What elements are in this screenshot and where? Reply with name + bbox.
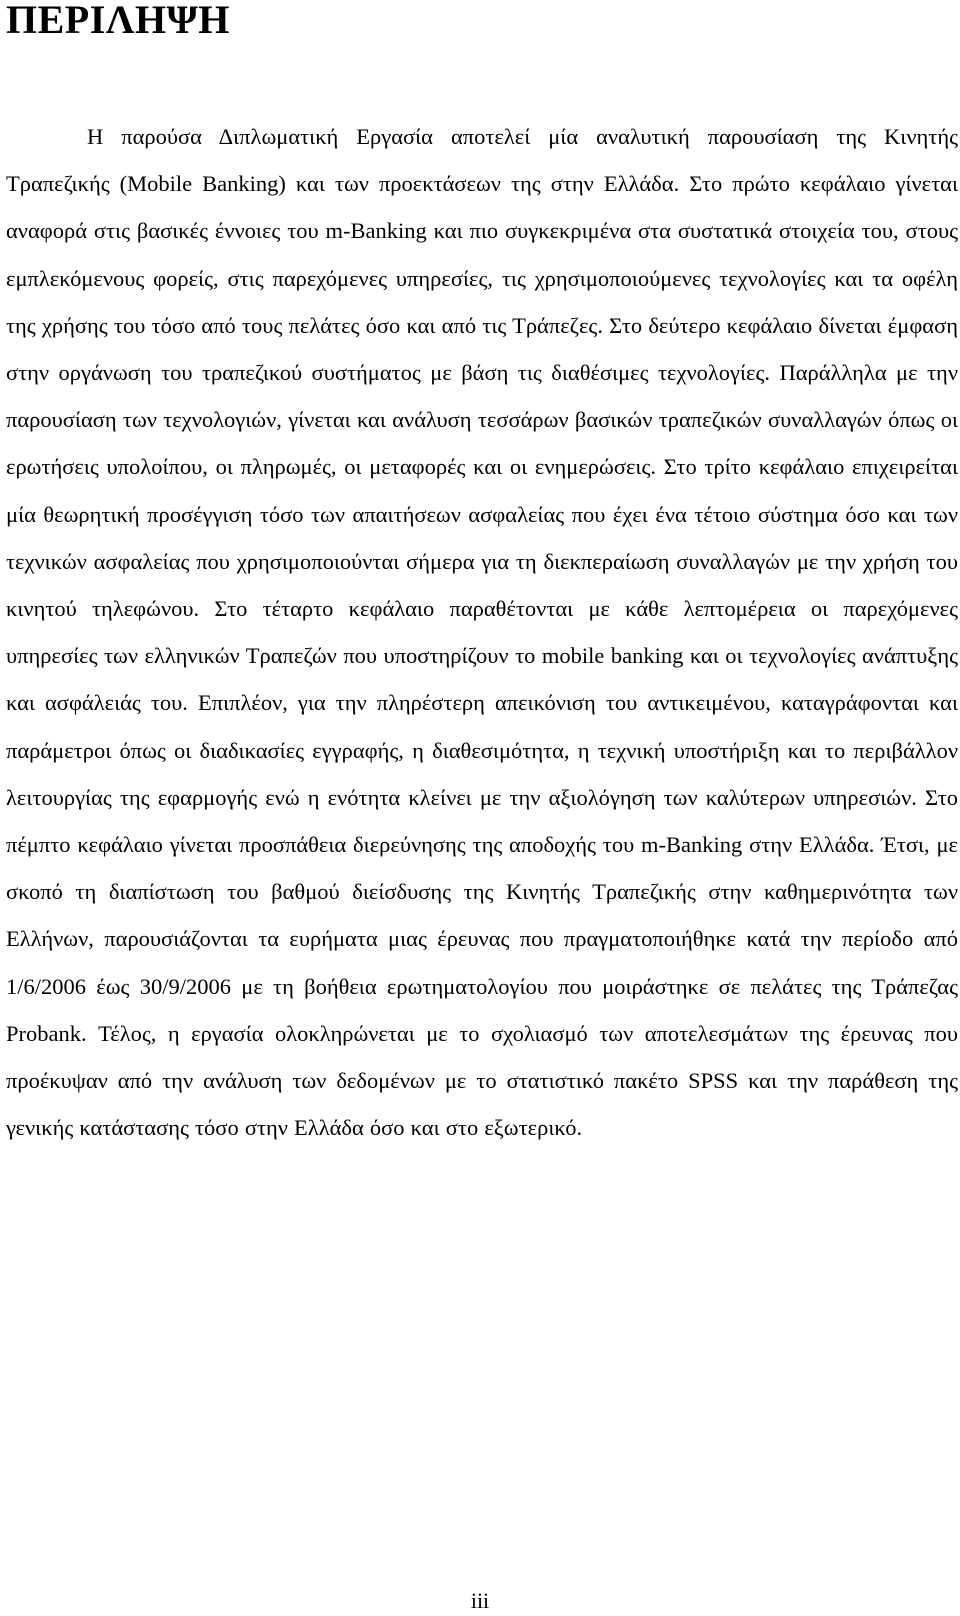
page-number: iii: [470, 1588, 490, 1613]
page-heading: ΠΕΡΙΛΗΨΗ: [6, 0, 230, 42]
summary-paragraph: Η παρούσα Διπλωματική Εργασία αποτελεί μία αναλυτική παρουσίαση της Κινητής Τραπεζικής (Mobile Banking) και των προεκτάσεων της στην Ελλάδα. Στο πρώτο κεφάλαιο γίνεται αναφορά στις βασικές έννοιες του m-Banking και πιο συγκεκριμένα στα συστατικά στοιχεία του, στους εμπλεκόμενους φορείς, στις παρεχόμενες υπηρεσίες, τις χρησιμοποιούμενες τεχνολογίες και τα οφέλη της χρήσης του τόσο από τους πελάτες όσο και από τις Τράπεζες. Στο δεύτερο κεφάλαιο δίνεται έμφαση στην οργάνωση του τραπεζικού συστήματος με βάση τις διαθέσιμες τεχνολογίες. Παράλληλα με την παρουσίαση των τεχνολογιών, γίνεται και ανάλυση τεσσάρων βασικών τραπεζικών συναλλαγών όπως οι ερωτήσεις υπολοίπου, οι πληρωμές, οι μεταφορές και οι ενημερώσεις. Στο τρίτο κεφάλαιο επιχειρείται μία θεωρητική προσέγγιση τόσο των απαιτήσεων ασφαλείας που έχει ένα τέτοιο σύστημα όσο και των τεχνικών ασφαλείας που χρησιμοποιούνται σήμερα για τη διεκπεραίωση συναλλαγών με την χρήση του κινητού τηλεφώνου. Στο τέταρτο κεφάλαιο παραθέτονται με κάθε λεπτομέρεια οι παρεχόμενες υπηρεσίες των ελληνικών Τραπεζών που υποστηρίζουν το mobile banking και οι τεχνολογίες ανάπτυξης και ασφάλειάς του. Επιπλέον, για την πληρέστερη απεικόνιση του αντικειμένου, καταγράφονται και παράμετροι όπως οι διαδικασίες εγγραφής, η διαθεσιμότητα, η τεχνική υποστήριξη και το περιβάλλον λειτουργίας της εφαρμογής ενώ η ενότητα κλείνει με την αξιολόγηση των καλύτερων υπηρεσιών. Στο πέμπτο κεφάλαιο γίνεται προσπάθεια διερεύνησης της αποδοχής του m-Banking στην Ελλάδα. Έτσι, με σκοπό τη διαπίστωση του βαθμού διείσδυσης της Κινητής Τραπεζικής στην καθημερινότητα των Ελλήνων, παρουσιάζονται τα ευρήματα μιας έρευνας που πραγματοποιήθηκε κατά την περίοδο από 1/6/2006 έως 30/9/2006 με τη βοήθεια ερωτηματολογίου που μοιράστηκε σε πελάτες της Τράπεζας Probank. Τέλος, η εργασία ολοκληρώνεται με το σχολιασμό των αποτελεσμάτων της έρευνας που προέκυψαν από την ανάλυση των δεδομένων με το στατιστικό πακέτο SPSS και την παράθεση της γενικής κατάστασης τόσο στην Ελλάδα όσο και στο εξωτερικό.: [6, 124, 958, 1141]
